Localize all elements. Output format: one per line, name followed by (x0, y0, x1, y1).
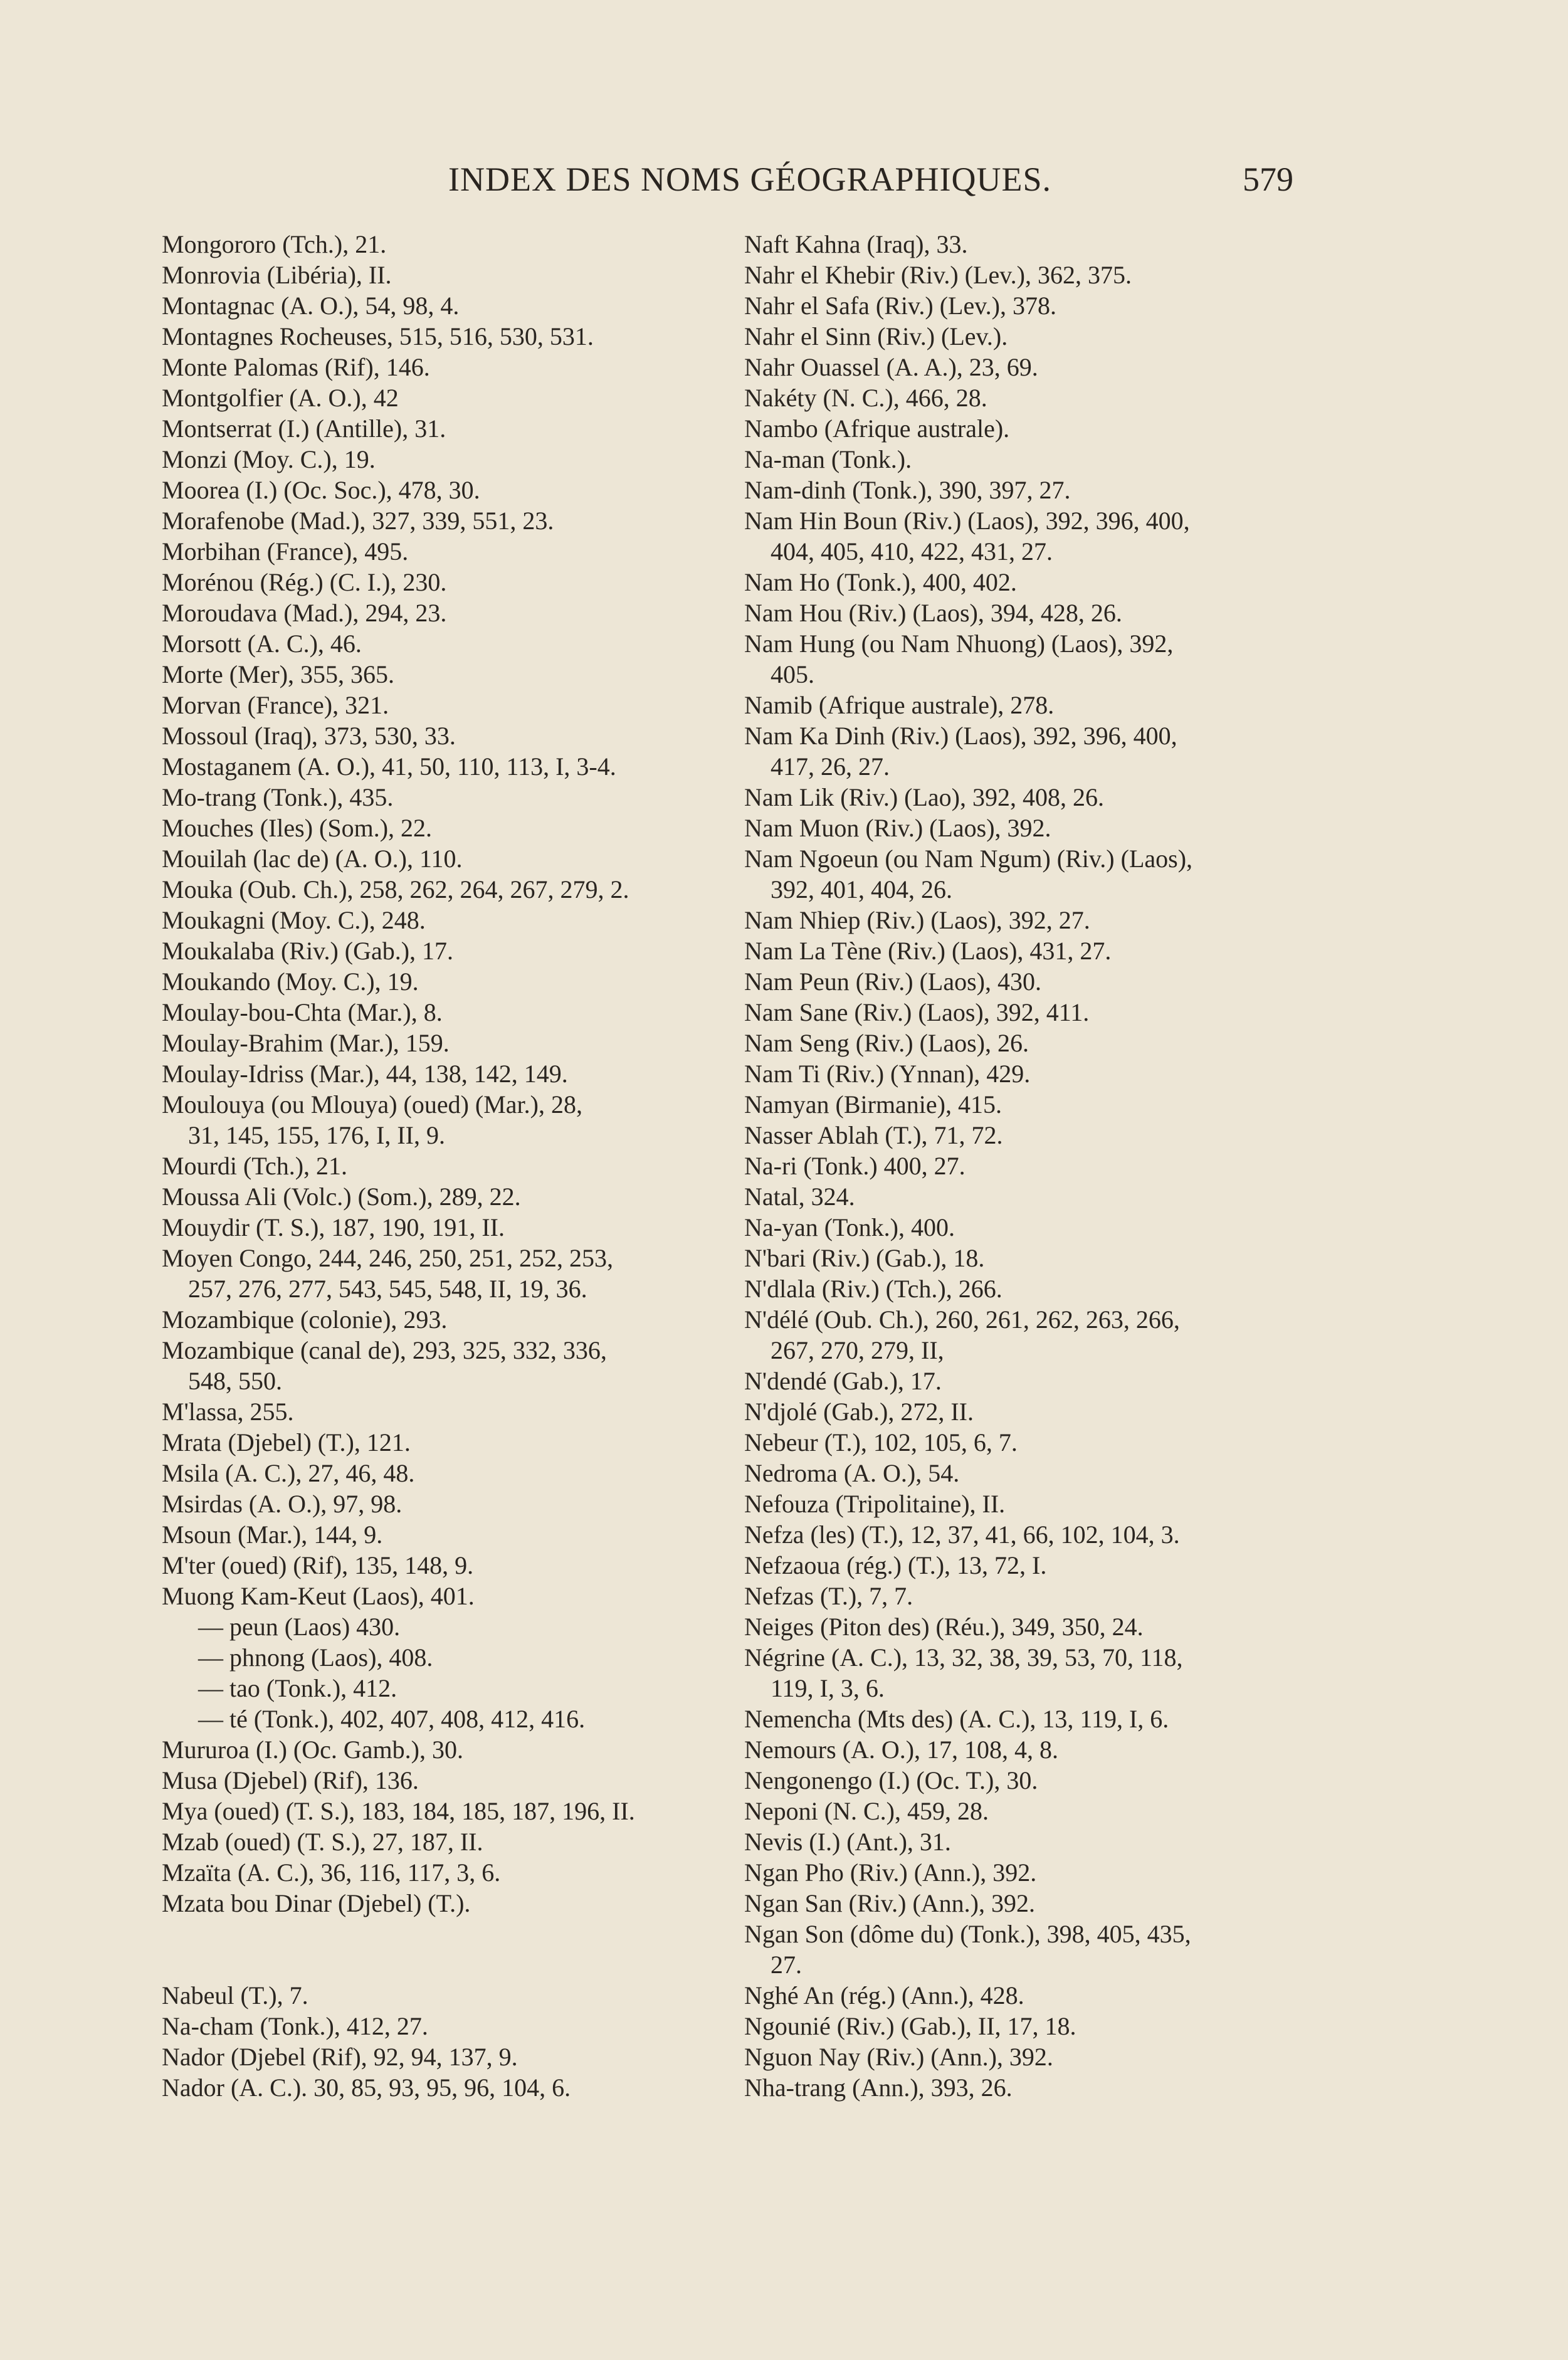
index-entry: Nam Hou (Riv.) (Laos), 394, 428, 26. (744, 599, 1122, 627)
left-column (162, 229, 713, 2103)
index-entry: Mozambique (colonie), 293. (162, 1305, 448, 1334)
index-entry: Nefzaoua (rég.) (T.), 13, 72, I. (744, 1551, 1047, 1579)
index-entry: Moukagni (Moy. C.), 248. (162, 906, 426, 934)
index-entry: Nam Ho (Tonk.), 400, 402. (744, 568, 1017, 596)
index-entry: Monte Palomas (Rif), 146. (162, 353, 430, 381)
index-entry: Nam-dinh (Tonk.), 390, 397, 27. (744, 476, 1071, 504)
index-entry: Morbihan (France), 495. (162, 537, 409, 566)
index-entry: Nam Sane (Riv.) (Laos), 392, 411. (744, 998, 1090, 1026)
index-entry: M'ter (oued) (Rif), 135, 148, 9. (162, 1551, 474, 1579)
index-entry: Nahr el Khebir (Riv.) (Lev.), 362, 375. (744, 261, 1132, 289)
index-entry: Nengonengo (I.) (Oc. T.), 30. (744, 1766, 1038, 1794)
index-entry-continuation: 405. (771, 660, 814, 688)
index-entry: Morafenobe (Mad.), 327, 339, 551, 23. (162, 507, 554, 535)
index-entry: Nam Seng (Riv.) (Laos), 26. (744, 1029, 1029, 1057)
index-entry: Montagnac (A. O.), 54, 98, 4. (162, 292, 460, 320)
index-entry: Mouches (Iles) (Som.), 22. (162, 814, 433, 842)
index-entry: Nakéty (N. C.), 466, 28. (744, 384, 987, 412)
index-entry: Nam Nhiep (Riv.) (Laos), 392, 27. (744, 906, 1090, 934)
index-entry-continuation: 404, 405, 410, 422, 431, 27. (771, 537, 1053, 566)
index-entry: Nemencha (Mts des) (A. C.), 13, 119, I, 6. (744, 1705, 1169, 1733)
index-entry: Na-ri (Tonk.) 400, 27. (744, 1152, 966, 1180)
index-entry: Moukando (Moy. C.), 19. (162, 967, 419, 996)
index-entry: Mzata bou Dinar (Djebel) (T.). (162, 1889, 471, 1917)
index-entry: Namyan (Birmanie), 415. (744, 1090, 1002, 1119)
index-entry: Nam Ngoeun (ou Nam Ngum) (Riv.) (Laos), (744, 845, 1193, 873)
index-entry: Nefouza (Tripolitaine), II. (744, 1490, 1006, 1518)
index-entry: N'dendé (Gab.), 17. (744, 1367, 942, 1395)
index-entry: Nevis (I.) (Ant.), 31. (744, 1828, 951, 1856)
index-entry: Mzaïta (A. C.), 36, 116, 117, 3, 6. (162, 1858, 501, 1887)
index-entry: Mzab (oued) (T. S.), 27, 187, II. (162, 1828, 483, 1856)
index-entry: Nam La Tène (Riv.) (Laos), 431, 27. (744, 937, 1112, 965)
index-entry: Mouka (Oub. Ch.), 258, 262, 264, 267, 279, 2. (162, 875, 629, 903)
index-entry: Nghé An (rég.) (Ann.), 428. (744, 1981, 1024, 2010)
index-entry: Moulay-Idriss (Mar.), 44, 138, 142, 149. (162, 1060, 568, 1088)
index-entry: Ngan Son (dôme du) (Tonk.), 398, 405, 435, (744, 1920, 1191, 1948)
index-entry: Msirdas (A. O.), 97, 98. (162, 1490, 403, 1518)
index-entry: Montserrat (I.) (Antille), 31. (162, 414, 446, 443)
index-entry: Na-cham (Tonk.), 412, 27. (162, 2012, 428, 2040)
index-entry: Nam Muon (Riv.) (Laos), 392. (744, 814, 1051, 842)
index-entry: Naft Kahna (Iraq), 33. (744, 230, 968, 258)
index-entry-continuation: 392, 401, 404, 26. (771, 875, 952, 903)
page-number: 579 (1243, 161, 1293, 198)
index-entry: Mongororo (Tch.), 21. (162, 230, 387, 258)
index-entry: Nambo (Afrique australe). (744, 414, 1010, 443)
index-entry: Monrovia (Libéria), II. (162, 261, 392, 289)
index-entry: Nedroma (A. O.), 54. (744, 1459, 960, 1487)
index-entry: Morénou (Rég.) (C. I.), 230. (162, 568, 447, 596)
index-entry: Nemours (A. O.), 17, 108, 4, 8. (744, 1736, 1059, 1764)
index-entry: Nam Ti (Riv.) (Ynnan), 429. (744, 1060, 1031, 1088)
index-entry: N'dlala (Riv.) (Tch.), 266. (744, 1275, 1002, 1303)
index-entry: Mururoa (I.) (Oc. Gamb.), 30. (162, 1736, 463, 1764)
index-entry: Natal, 324. (744, 1183, 855, 1211)
index-entry: Nam Hung (ou Nam Nhuong) (Laos), 392, (744, 630, 1174, 658)
index-entry-continuation: 119, I, 3, 6. (771, 1674, 885, 1702)
index-entry: Na-man (Tonk.). (744, 445, 912, 473)
index-entry: Morte (Mer), 355, 365. (162, 660, 395, 688)
index-entry: Nebeur (T.), 102, 105, 6, 7. (744, 1428, 1018, 1457)
index-entry-continuation: 548, 550. (188, 1367, 282, 1395)
index-entry-continuation: 417, 26, 27. (771, 752, 890, 781)
index-entry: N'bari (Riv.) (Gab.), 18. (744, 1244, 985, 1272)
index-subentry: — peun (Laos) 430. (198, 1613, 401, 1641)
page-header (0, 160, 1568, 204)
index-entry: Nefzas (T.), 7, 7. (744, 1582, 913, 1610)
index-entry: Nabeul (T.), 7. (162, 1981, 308, 2010)
index-entry: Namib (Afrique australe), 278. (744, 691, 1055, 719)
index-entry: Morvan (France), 321. (162, 691, 389, 719)
index-entry: Ngounié (Riv.) (Gab.), II, 17, 18. (744, 2012, 1076, 2040)
index-entry: Nha-trang (Ann.), 393, 26. (744, 2073, 1013, 2102)
index-entry: Nam Ka Dinh (Riv.) (Laos), 392, 396, 400, (744, 722, 1177, 750)
index-subentry: — té (Tonk.), 402, 407, 408, 412, 416. (198, 1705, 586, 1733)
index-entry: Négrine (A. C.), 13, 32, 38, 39, 53, 70, 118, (744, 1643, 1183, 1672)
index-entry-continuation: 257, 276, 277, 543, 545, 548, II, 19, 36. (188, 1275, 587, 1303)
index-entry: Nam Lik (Riv.) (Lao), 392, 408, 26. (744, 783, 1104, 811)
right-column (744, 229, 1296, 2103)
index-entry: Moulay-Brahim (Mar.), 159. (162, 1029, 450, 1057)
index-entry: Nam Peun (Riv.) (Laos), 430. (744, 967, 1041, 996)
section-gap (162, 1919, 713, 1980)
index-entry: N'délé (Oub. Ch.), 260, 261, 262, 263, 266, (744, 1305, 1180, 1334)
index-entry: Moukalaba (Riv.) (Gab.), 17. (162, 937, 454, 965)
index-entry: Nam Hin Boun (Riv.) (Laos), 392, 396, 400, (744, 507, 1190, 535)
index-entry: Nahr el Safa (Riv.) (Lev.), 378. (744, 292, 1056, 320)
index-entry: Musa (Djebel) (Rif), 136. (162, 1766, 419, 1794)
index-entry: Nahr el Sinn (Riv.) (Lev.). (744, 322, 1008, 350)
index-entry: N'djolé (Gab.), 272, II. (744, 1398, 974, 1426)
index-entry: Na-yan (Tonk.), 400. (744, 1213, 955, 1241)
index-entry: M'lassa, 255. (162, 1398, 294, 1426)
index-entry: Moorea (I.) (Oc. Soc.), 478, 30. (162, 476, 480, 504)
index-entry: Muong Kam-Keut (Laos), 401. (162, 1582, 475, 1610)
index-entry: Moyen Congo, 244, 246, 250, 251, 252, 253, (162, 1244, 613, 1272)
index-entry: Mya (oued) (T. S.), 183, 184, 185, 187, 196, II. (162, 1797, 635, 1825)
index-entry: Mostaganem (A. O.), 41, 50, 110, 113, I, 3-4. (162, 752, 616, 781)
index-entry: Nahr Ouassel (A. A.), 23, 69. (744, 353, 1038, 381)
index-entry: Nador (Djebel (Rif), 92, 94, 137, 9. (162, 2043, 518, 2071)
index-entry: Morsott (A. C.), 46. (162, 630, 362, 658)
page-title: INDEX DES NOMS GÉOGRAPHIQUES. (448, 161, 1052, 198)
index-entry: Nador (A. C.). 30, 85, 93, 95, 96, 104, 6. (162, 2073, 571, 2102)
index-entry: Moulay-bou-Chta (Mar.), 8. (162, 998, 443, 1026)
index-entry: Mourdi (Tch.), 21. (162, 1152, 348, 1180)
index-entry: Nguon Nay (Riv.) (Ann.), 392. (744, 2043, 1053, 2071)
index-entry: Monzi (Moy. C.), 19. (162, 445, 376, 473)
index-subentry: — phnong (Laos), 408. (198, 1643, 433, 1672)
index-entry: Mrata (Djebel) (T.), 121. (162, 1428, 411, 1457)
index-entry: Mo-trang (Tonk.), 435. (162, 783, 394, 811)
index-entry: Moussa Ali (Volc.) (Som.), 289, 22. (162, 1183, 521, 1211)
index-entry-continuation: 27. (771, 1951, 802, 1979)
index-entry: Ngan San (Riv.) (Ann.), 392. (744, 1889, 1036, 1917)
index-subentry: — tao (Tonk.), 412. (198, 1674, 397, 1702)
index-entry: Mouydir (T. S.), 187, 190, 191, II. (162, 1213, 505, 1241)
index-entry-continuation: 31, 145, 155, 176, I, II, 9. (188, 1121, 445, 1149)
index-entry: Nefza (les) (T.), 12, 37, 41, 66, 102, 104, 3. (744, 1520, 1180, 1549)
index-entry: Neponi (N. C.), 459, 28. (744, 1797, 989, 1825)
index-entry: Mouilah (lac de) (A. O.), 110. (162, 845, 463, 873)
index-entry: Neiges (Piton des) (Réu.), 349, 350, 24. (744, 1613, 1144, 1641)
index-entry: Mozambique (canal de), 293, 325, 332, 336, (162, 1336, 607, 1364)
index-entry: Montgolfier (A. O.), 42 (162, 384, 399, 412)
index-entry: Ngan Pho (Riv.) (Ann.), 392. (744, 1858, 1037, 1887)
index-entry: Msoun (Mar.), 144, 9. (162, 1520, 383, 1549)
index-entry: Moroudava (Mad.), 294, 23. (162, 599, 447, 627)
index-entry: Montagnes Rocheuses, 515, 516, 530, 531. (162, 322, 594, 350)
index-entry: Nasser Ablah (T.), 71, 72. (744, 1121, 1003, 1149)
index-entry: Msila (A. C.), 27, 46, 48. (162, 1459, 415, 1487)
index-entry-continuation: 267, 270, 279, II, (771, 1336, 944, 1364)
index-entry: Mossoul (Iraq), 373, 530, 33. (162, 722, 456, 750)
index-entry: Moulouya (ou Mlouya) (oued) (Mar.), 28, (162, 1090, 582, 1119)
